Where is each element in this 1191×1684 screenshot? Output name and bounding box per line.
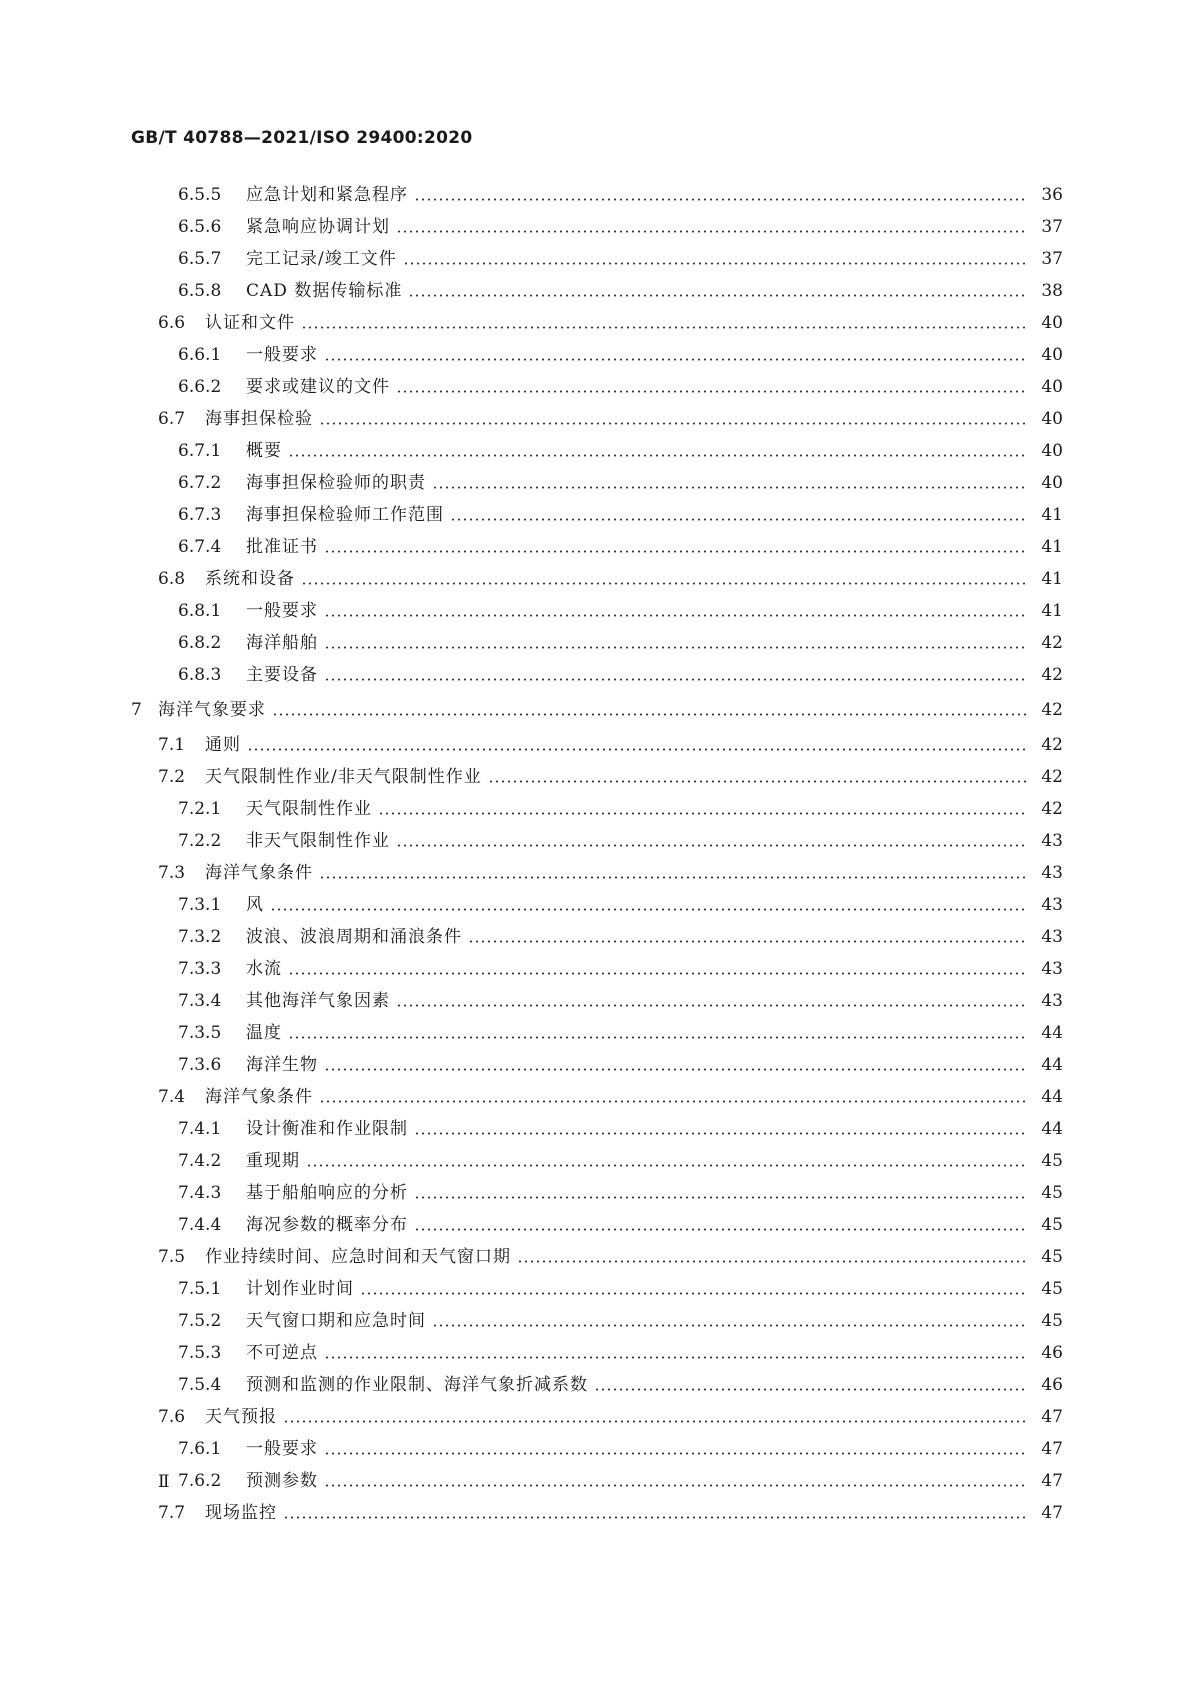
- toc-entry-number: 6.5.7: [178, 249, 222, 269]
- toc-entry[interactable]: [131, 1177, 1063, 1209]
- toc-entry[interactable]: [131, 403, 1063, 435]
- toc-entry-number: 6.8.1: [178, 601, 222, 621]
- toc-entry-number: 7.3.1: [178, 895, 222, 915]
- toc-dot-leader: [272, 694, 1027, 726]
- toc-entry-title: 计划作业时间: [246, 1279, 354, 1299]
- toc-entry-title: 海洋船舶: [246, 633, 318, 653]
- toc-dot-leader: [270, 889, 1027, 921]
- toc-entry[interactable]: [131, 563, 1063, 595]
- toc-entry-title: 概要: [246, 441, 282, 461]
- toc-entry-number: 7.6.2: [178, 1471, 222, 1491]
- toc-entry-page: 47: [1041, 1407, 1063, 1427]
- toc-entry-page: 42: [1041, 700, 1063, 720]
- toc-entry[interactable]: [131, 1241, 1063, 1273]
- toc-entry-page: 43: [1041, 927, 1063, 947]
- toc-entry-number: 7.3.6: [178, 1055, 222, 1075]
- toc-entry[interactable]: [131, 921, 1063, 953]
- toc-entry-number: 6.8: [158, 569, 186, 589]
- toc-dot-leader: [403, 243, 1027, 275]
- toc-entry-number: 7.4.2: [178, 1151, 222, 1171]
- toc-dot-leader: [468, 921, 1027, 953]
- toc-entry[interactable]: [131, 953, 1063, 985]
- toc-entry-page: 43: [1041, 991, 1063, 1011]
- toc-entry-page: 45: [1041, 1247, 1063, 1267]
- toc-entry-title: 非天气限制性作业: [246, 831, 390, 851]
- toc-entry-number: 7.4.1: [178, 1119, 222, 1139]
- toc-dot-leader: [360, 1273, 1027, 1305]
- toc-entry[interactable]: [131, 275, 1063, 307]
- toc-entry-page: 46: [1041, 1343, 1063, 1363]
- toc-dot-leader: [301, 307, 1027, 339]
- toc-entry-title: 天气限制性作业/非天气限制性作业: [205, 767, 482, 787]
- toc-entry[interactable]: [131, 1049, 1063, 1081]
- toc-entry-number: 7.5.3: [178, 1343, 222, 1363]
- toc-entry-page: 42: [1041, 767, 1063, 787]
- toc-entry-title: 水流: [246, 959, 282, 979]
- toc-entry[interactable]: [131, 1113, 1063, 1145]
- toc-dot-leader: [324, 1049, 1027, 1081]
- toc-dot-leader: [288, 953, 1027, 985]
- toc-dot-leader: [517, 1241, 1027, 1273]
- toc-entry-page: 36: [1041, 185, 1063, 205]
- toc-entry-number: 7.3.4: [178, 991, 222, 1011]
- toc-entry[interactable]: [131, 307, 1063, 339]
- toc-entry-title: 海洋气象条件: [205, 863, 313, 883]
- toc-entry-page: 43: [1041, 895, 1063, 915]
- toc-entry-title: 天气窗口期和应急时间: [246, 1311, 426, 1331]
- toc-entry-title: 作业持续时间、应急时间和天气窗口期: [205, 1247, 511, 1267]
- toc-entry-number: 6.7: [158, 409, 186, 429]
- toc-entry-title: 一般要求: [246, 1439, 318, 1459]
- toc-entry-number: 6.5.8: [178, 281, 222, 301]
- toc-entry-title: 系统和设备: [205, 569, 295, 589]
- toc-entry[interactable]: [131, 1209, 1063, 1241]
- toc-entry-page: 42: [1041, 665, 1063, 685]
- toc-entry[interactable]: [131, 1273, 1063, 1305]
- toc-entry-number: 7.1: [158, 735, 186, 755]
- toc-entry-page: 47: [1041, 1439, 1063, 1459]
- toc-dot-leader: [594, 1369, 1027, 1401]
- toc-dot-leader: [414, 1177, 1027, 1209]
- toc-entry-number: 6.6.2: [178, 377, 222, 397]
- toc-entry-title: 设计衡准和作业限制: [246, 1119, 408, 1139]
- toc-dot-leader: [414, 1113, 1027, 1145]
- table-of-contents: [131, 179, 1063, 1529]
- toc-entry[interactable]: [131, 435, 1063, 467]
- toc-entry-page: 40: [1041, 345, 1063, 365]
- toc-dot-leader: [414, 1209, 1027, 1241]
- toc-entry-page: 37: [1041, 249, 1063, 269]
- toc-entry-number: 6.5.6: [178, 217, 222, 237]
- toc-dot-leader: [396, 371, 1027, 403]
- toc-entry[interactable]: [131, 467, 1063, 499]
- toc-dot-leader: [414, 179, 1027, 211]
- toc-dot-leader: [324, 1337, 1027, 1369]
- toc-entry-number: 6.7.3: [178, 505, 222, 525]
- toc-dot-leader: [396, 985, 1027, 1017]
- toc-entry-page: 43: [1041, 863, 1063, 883]
- toc-entry-page: 44: [1041, 1119, 1063, 1139]
- toc-dot-leader: [283, 1497, 1027, 1529]
- toc-entry-page: 44: [1041, 1087, 1063, 1107]
- toc-entry-number: 6.6.1: [178, 345, 222, 365]
- toc-entry-title: 海洋生物: [246, 1055, 318, 1075]
- toc-dot-leader: [396, 825, 1027, 857]
- toc-entry-number: 7.4: [158, 1087, 186, 1107]
- toc-entry-number: 6.7.2: [178, 473, 222, 493]
- page-number-footer: Ⅱ: [158, 1472, 170, 1492]
- toc-entry-title: 天气预报: [205, 1407, 277, 1427]
- toc-entry[interactable]: [131, 531, 1063, 563]
- toc-dot-leader: [288, 1017, 1027, 1049]
- toc-entry-page: 42: [1041, 735, 1063, 755]
- toc-entry[interactable]: [131, 627, 1063, 659]
- toc-entry[interactable]: [131, 371, 1063, 403]
- toc-entry[interactable]: [131, 659, 1063, 691]
- toc-entry-page: 45: [1041, 1311, 1063, 1331]
- toc-entry-number: 7.5.4: [178, 1375, 222, 1395]
- toc-entry-title: 海事担保检验师的职责: [246, 473, 426, 493]
- toc-entry[interactable]: [131, 1081, 1063, 1113]
- toc-entry-title: 不可逆点: [246, 1343, 318, 1363]
- toc-entry[interactable]: [131, 1401, 1063, 1433]
- toc-dot-leader: [324, 1433, 1027, 1465]
- toc-entry-number: 7.4.4: [178, 1215, 222, 1235]
- toc-entry-number: 7.3.5: [178, 1023, 222, 1043]
- toc-entry-title: 预测和监测的作业限制、海洋气象折减系数: [246, 1375, 588, 1395]
- toc-entry[interactable]: [131, 1017, 1063, 1049]
- toc-entry-page: 41: [1041, 569, 1063, 589]
- toc-entry-number: 7.6: [158, 1407, 186, 1427]
- toc-entry-number: 7.3.2: [178, 927, 222, 947]
- toc-entry-page: 41: [1041, 537, 1063, 557]
- toc-entry-title: 波浪、波浪周期和涌浪条件: [246, 927, 462, 947]
- toc-entry-number: 7.5.1: [178, 1279, 222, 1299]
- toc-dot-leader: [319, 1081, 1027, 1113]
- toc-entry[interactable]: [131, 179, 1063, 211]
- toc-entry[interactable]: [131, 1145, 1063, 1177]
- document-header: GB/T 40788—2021/ISO 29400:2020: [131, 128, 473, 148]
- toc-entry-number: 6.5.5: [178, 185, 222, 205]
- toc-entry-title: 海洋气象条件: [205, 1087, 313, 1107]
- toc-entry[interactable]: [131, 1369, 1063, 1401]
- toc-entry-title: 一般要求: [246, 601, 318, 621]
- toc-entry-title: 要求或建议的文件: [246, 377, 390, 397]
- toc-entry-page: 40: [1041, 377, 1063, 397]
- toc-entry-number: 7.7: [158, 1503, 186, 1523]
- toc-entry[interactable]: [131, 825, 1063, 857]
- toc-entry-title: 海洋气象要求: [158, 700, 266, 720]
- toc-entry-number: 7.2.1: [178, 799, 222, 819]
- toc-entry-page: 40: [1041, 409, 1063, 429]
- toc-entry-number: 6.8.2: [178, 633, 222, 653]
- toc-entry-number: 7: [131, 700, 142, 720]
- toc-dot-leader: [378, 793, 1027, 825]
- toc-entry-number: 6.6: [158, 313, 186, 333]
- toc-dot-leader: [488, 761, 1027, 793]
- toc-entry-title: 批准证书: [246, 537, 318, 557]
- toc-entry-page: 43: [1041, 831, 1063, 851]
- toc-entry-title: 基于船舶响应的分析: [246, 1183, 408, 1203]
- toc-entry[interactable]: [131, 1305, 1063, 1337]
- toc-entry[interactable]: [131, 1337, 1063, 1369]
- toc-entry[interactable]: [131, 761, 1063, 793]
- toc-dot-leader: [319, 857, 1027, 889]
- toc-entry[interactable]: [131, 499, 1063, 531]
- toc-entry-title: 完工记录/竣工文件: [246, 249, 397, 269]
- toc-entry[interactable]: [131, 339, 1063, 371]
- toc-entry-number: 6.8.3: [178, 665, 222, 685]
- toc-entry-title: 海事担保检验师工作范围: [246, 505, 444, 525]
- toc-entry-title: 重现期: [246, 1151, 300, 1171]
- toc-entry-page: 41: [1041, 505, 1063, 525]
- toc-entry-page: 45: [1041, 1215, 1063, 1235]
- toc-entry[interactable]: [131, 1497, 1063, 1529]
- toc-dot-leader: [324, 531, 1027, 563]
- toc-entry-number: 7.2.2: [178, 831, 222, 851]
- toc-entry-number: 7.5.2: [178, 1311, 222, 1331]
- toc-entry-number: 7.3: [158, 863, 186, 883]
- toc-dot-leader: [324, 627, 1027, 659]
- toc-entry-title: 应急计划和紧急程序: [246, 185, 408, 205]
- toc-entry-page: 37: [1041, 217, 1063, 237]
- toc-entry-title: 预测参数: [246, 1471, 318, 1491]
- toc-entry-number: 6.7.1: [178, 441, 222, 461]
- toc-entry-number: 7.4.3: [178, 1183, 222, 1203]
- toc-entry-title: 天气限制性作业: [246, 799, 372, 819]
- toc-dot-leader: [396, 211, 1027, 243]
- toc-dot-leader: [283, 1401, 1027, 1433]
- toc-entry[interactable]: [131, 211, 1063, 243]
- toc-entry-page: 46: [1041, 1375, 1063, 1395]
- toc-dot-leader: [247, 729, 1027, 761]
- toc-entry[interactable]: [131, 595, 1063, 627]
- toc-entry-title: 认证和文件: [205, 313, 295, 333]
- toc-entry-title: 紧急响应协调计划: [246, 217, 390, 237]
- toc-entry-page: 45: [1041, 1183, 1063, 1203]
- toc-entry-number: 7.6.1: [178, 1439, 222, 1459]
- toc-dot-leader: [324, 339, 1027, 371]
- toc-entry[interactable]: [131, 793, 1063, 825]
- toc-entry-title: 通则: [205, 735, 241, 755]
- toc-dot-leader: [306, 1145, 1027, 1177]
- toc-entry-page: 47: [1041, 1471, 1063, 1491]
- toc-entry-number: 7.2: [158, 767, 186, 787]
- toc-entry-page: 44: [1041, 1023, 1063, 1043]
- toc-entry-page: 42: [1041, 799, 1063, 819]
- toc-entry-page: 44: [1041, 1055, 1063, 1075]
- toc-entry-title: 其他海洋气象因素: [246, 991, 390, 1011]
- toc-entry[interactable]: [131, 694, 1063, 726]
- toc-entry[interactable]: [131, 729, 1063, 761]
- toc-entry-title: 海况参数的概率分布: [246, 1215, 408, 1235]
- toc-entry-page: 43: [1041, 959, 1063, 979]
- toc-dot-leader: [324, 659, 1027, 691]
- toc-entry-title: 温度: [246, 1023, 282, 1043]
- toc-entry-number: 7.3.3: [178, 959, 222, 979]
- toc-entry-page: 40: [1041, 441, 1063, 461]
- toc-entry[interactable]: [131, 889, 1063, 921]
- toc-entry-page: 41: [1041, 601, 1063, 621]
- toc-entry-page: 47: [1041, 1503, 1063, 1523]
- toc-entry[interactable]: [131, 985, 1063, 1017]
- toc-dot-leader: [450, 499, 1027, 531]
- toc-entry[interactable]: [131, 1433, 1063, 1465]
- toc-entry[interactable]: [131, 1465, 1063, 1497]
- toc-entry-title: 风: [246, 895, 264, 915]
- toc-dot-leader: [288, 435, 1027, 467]
- toc-entry-page: 42: [1041, 633, 1063, 653]
- toc-entry-title: 现场监控: [205, 1503, 277, 1523]
- toc-entry-title: 一般要求: [246, 345, 318, 365]
- toc-dot-leader: [319, 403, 1027, 435]
- toc-entry-page: 38: [1041, 281, 1063, 301]
- toc-entry-title: CAD 数据传输标准: [246, 281, 403, 301]
- toc-entry[interactable]: [131, 243, 1063, 275]
- toc-dot-leader: [324, 595, 1027, 627]
- toc-entry-title: 主要设备: [246, 665, 318, 685]
- toc-dot-leader: [301, 563, 1027, 595]
- toc-entry-number: 6.7.4: [178, 537, 222, 557]
- toc-entry-title: 海事担保检验: [205, 409, 313, 429]
- toc-entry-page: 45: [1041, 1151, 1063, 1171]
- toc-dot-leader: [408, 275, 1027, 307]
- toc-dot-leader: [432, 1305, 1027, 1337]
- toc-entry-number: 7.5: [158, 1247, 186, 1267]
- toc-entry-page: 45: [1041, 1279, 1063, 1299]
- toc-entry[interactable]: [131, 857, 1063, 889]
- toc-dot-leader: [432, 467, 1027, 499]
- toc-entry-page: 40: [1041, 313, 1063, 333]
- toc-entry-page: 40: [1041, 473, 1063, 493]
- toc-dot-leader: [324, 1465, 1027, 1497]
